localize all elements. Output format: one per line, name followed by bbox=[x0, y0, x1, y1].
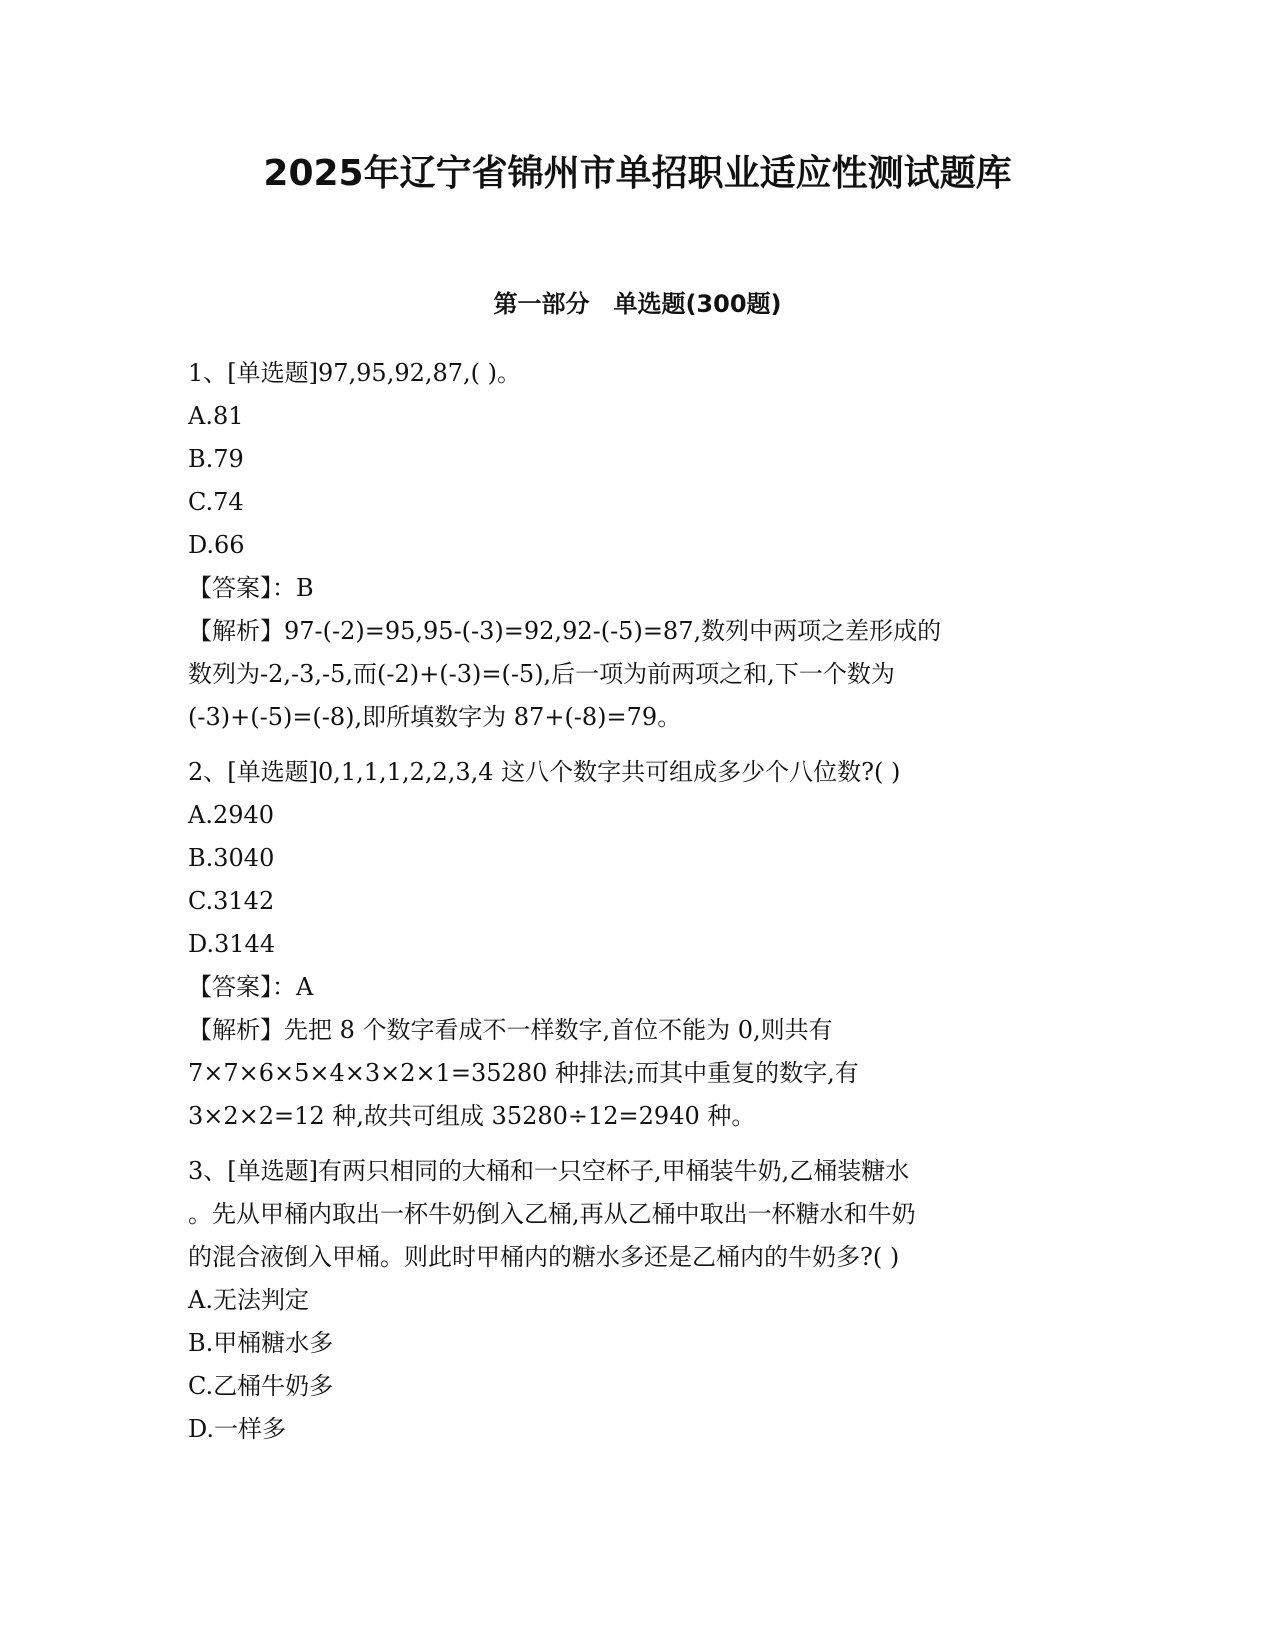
option-b: B.甲桶糖水多 bbox=[188, 1329, 334, 1357]
analysis-text: 3×2×2=12 种,故共可组成 35280÷12=2940 种。 bbox=[188, 1102, 756, 1130]
analysis-text: (-3)+(-5)=(-8),即所填数字为 87+(-8)=79。 bbox=[188, 703, 682, 731]
option-b: B.79 bbox=[188, 445, 244, 473]
question-1 bbox=[188, 352, 1088, 739]
question-stem: 1、[单选题]97,95,92,87,( )。 bbox=[188, 359, 522, 387]
analysis-text: 97-(-2)=95,95-(-3)=92,92-(-5)=87,数列中两项之差形成的 bbox=[284, 617, 942, 645]
question-stem: 。先从甲桶内取出一杯牛奶倒入乙桶,再从乙桶中取出一杯糖水和牛奶 bbox=[188, 1200, 916, 1228]
question-stem: 3、[单选题]有两只相同的大桶和一只空杯子,甲桶装牛奶,乙桶装糖水 bbox=[188, 1157, 910, 1185]
option-d: D.3144 bbox=[188, 930, 276, 958]
option-a: A.81 bbox=[188, 402, 244, 430]
question-list bbox=[188, 352, 1088, 1463]
analysis-label: 【解析】 bbox=[188, 617, 284, 645]
question-3 bbox=[188, 1150, 1088, 1451]
answer-line bbox=[188, 567, 1088, 610]
question-stem: 的混合液倒入甲桶。则此时甲桶内的糖水多还是乙桶内的牛奶多?( ) bbox=[188, 1243, 900, 1271]
analysis-text: 先把 8 个数字看成不一样数字,首位不能为 0,则共有 bbox=[284, 1016, 833, 1044]
answer-value: A bbox=[296, 973, 314, 1001]
option-d: D.一样多 bbox=[188, 1415, 287, 1443]
answer-label: 【答案】： bbox=[188, 973, 296, 1001]
section-title: 第一部分 单选题(300题) bbox=[493, 290, 782, 318]
analysis-text: 7×7×6×5×4×3×2×1=35280 种排法;而其中重复的数字,有 bbox=[188, 1059, 859, 1087]
analysis-text: 数列为-2,-3,-5,而(-2)+(-3)=(-5),后一项为前两项之和,下一个数为 bbox=[188, 660, 895, 688]
analysis-label: 【解析】 bbox=[188, 1016, 284, 1044]
answer-value: B bbox=[296, 574, 314, 602]
option-c: C.3142 bbox=[188, 887, 275, 915]
document-title: 2025年辽宁省锦州市单招职业适应性测试题库 bbox=[263, 153, 1012, 194]
question-stem: 2、[单选题]0,1,1,1,2,2,3,4 这八个数字共可组成多少个八位数?( ) bbox=[188, 758, 901, 786]
option-a: A.2940 bbox=[188, 801, 275, 829]
option-b: B.3040 bbox=[188, 844, 275, 872]
option-c: C.74 bbox=[188, 488, 244, 516]
analysis-line bbox=[188, 1009, 1088, 1052]
option-a: A.无法判定 bbox=[188, 1286, 309, 1314]
option-d: D.66 bbox=[188, 531, 245, 559]
answer-line bbox=[188, 966, 1088, 1009]
option-c: C.乙桶牛奶多 bbox=[188, 1372, 334, 1400]
question-2 bbox=[188, 751, 1088, 1138]
answer-label: 【答案】： bbox=[188, 574, 296, 602]
analysis-line bbox=[188, 610, 1088, 653]
